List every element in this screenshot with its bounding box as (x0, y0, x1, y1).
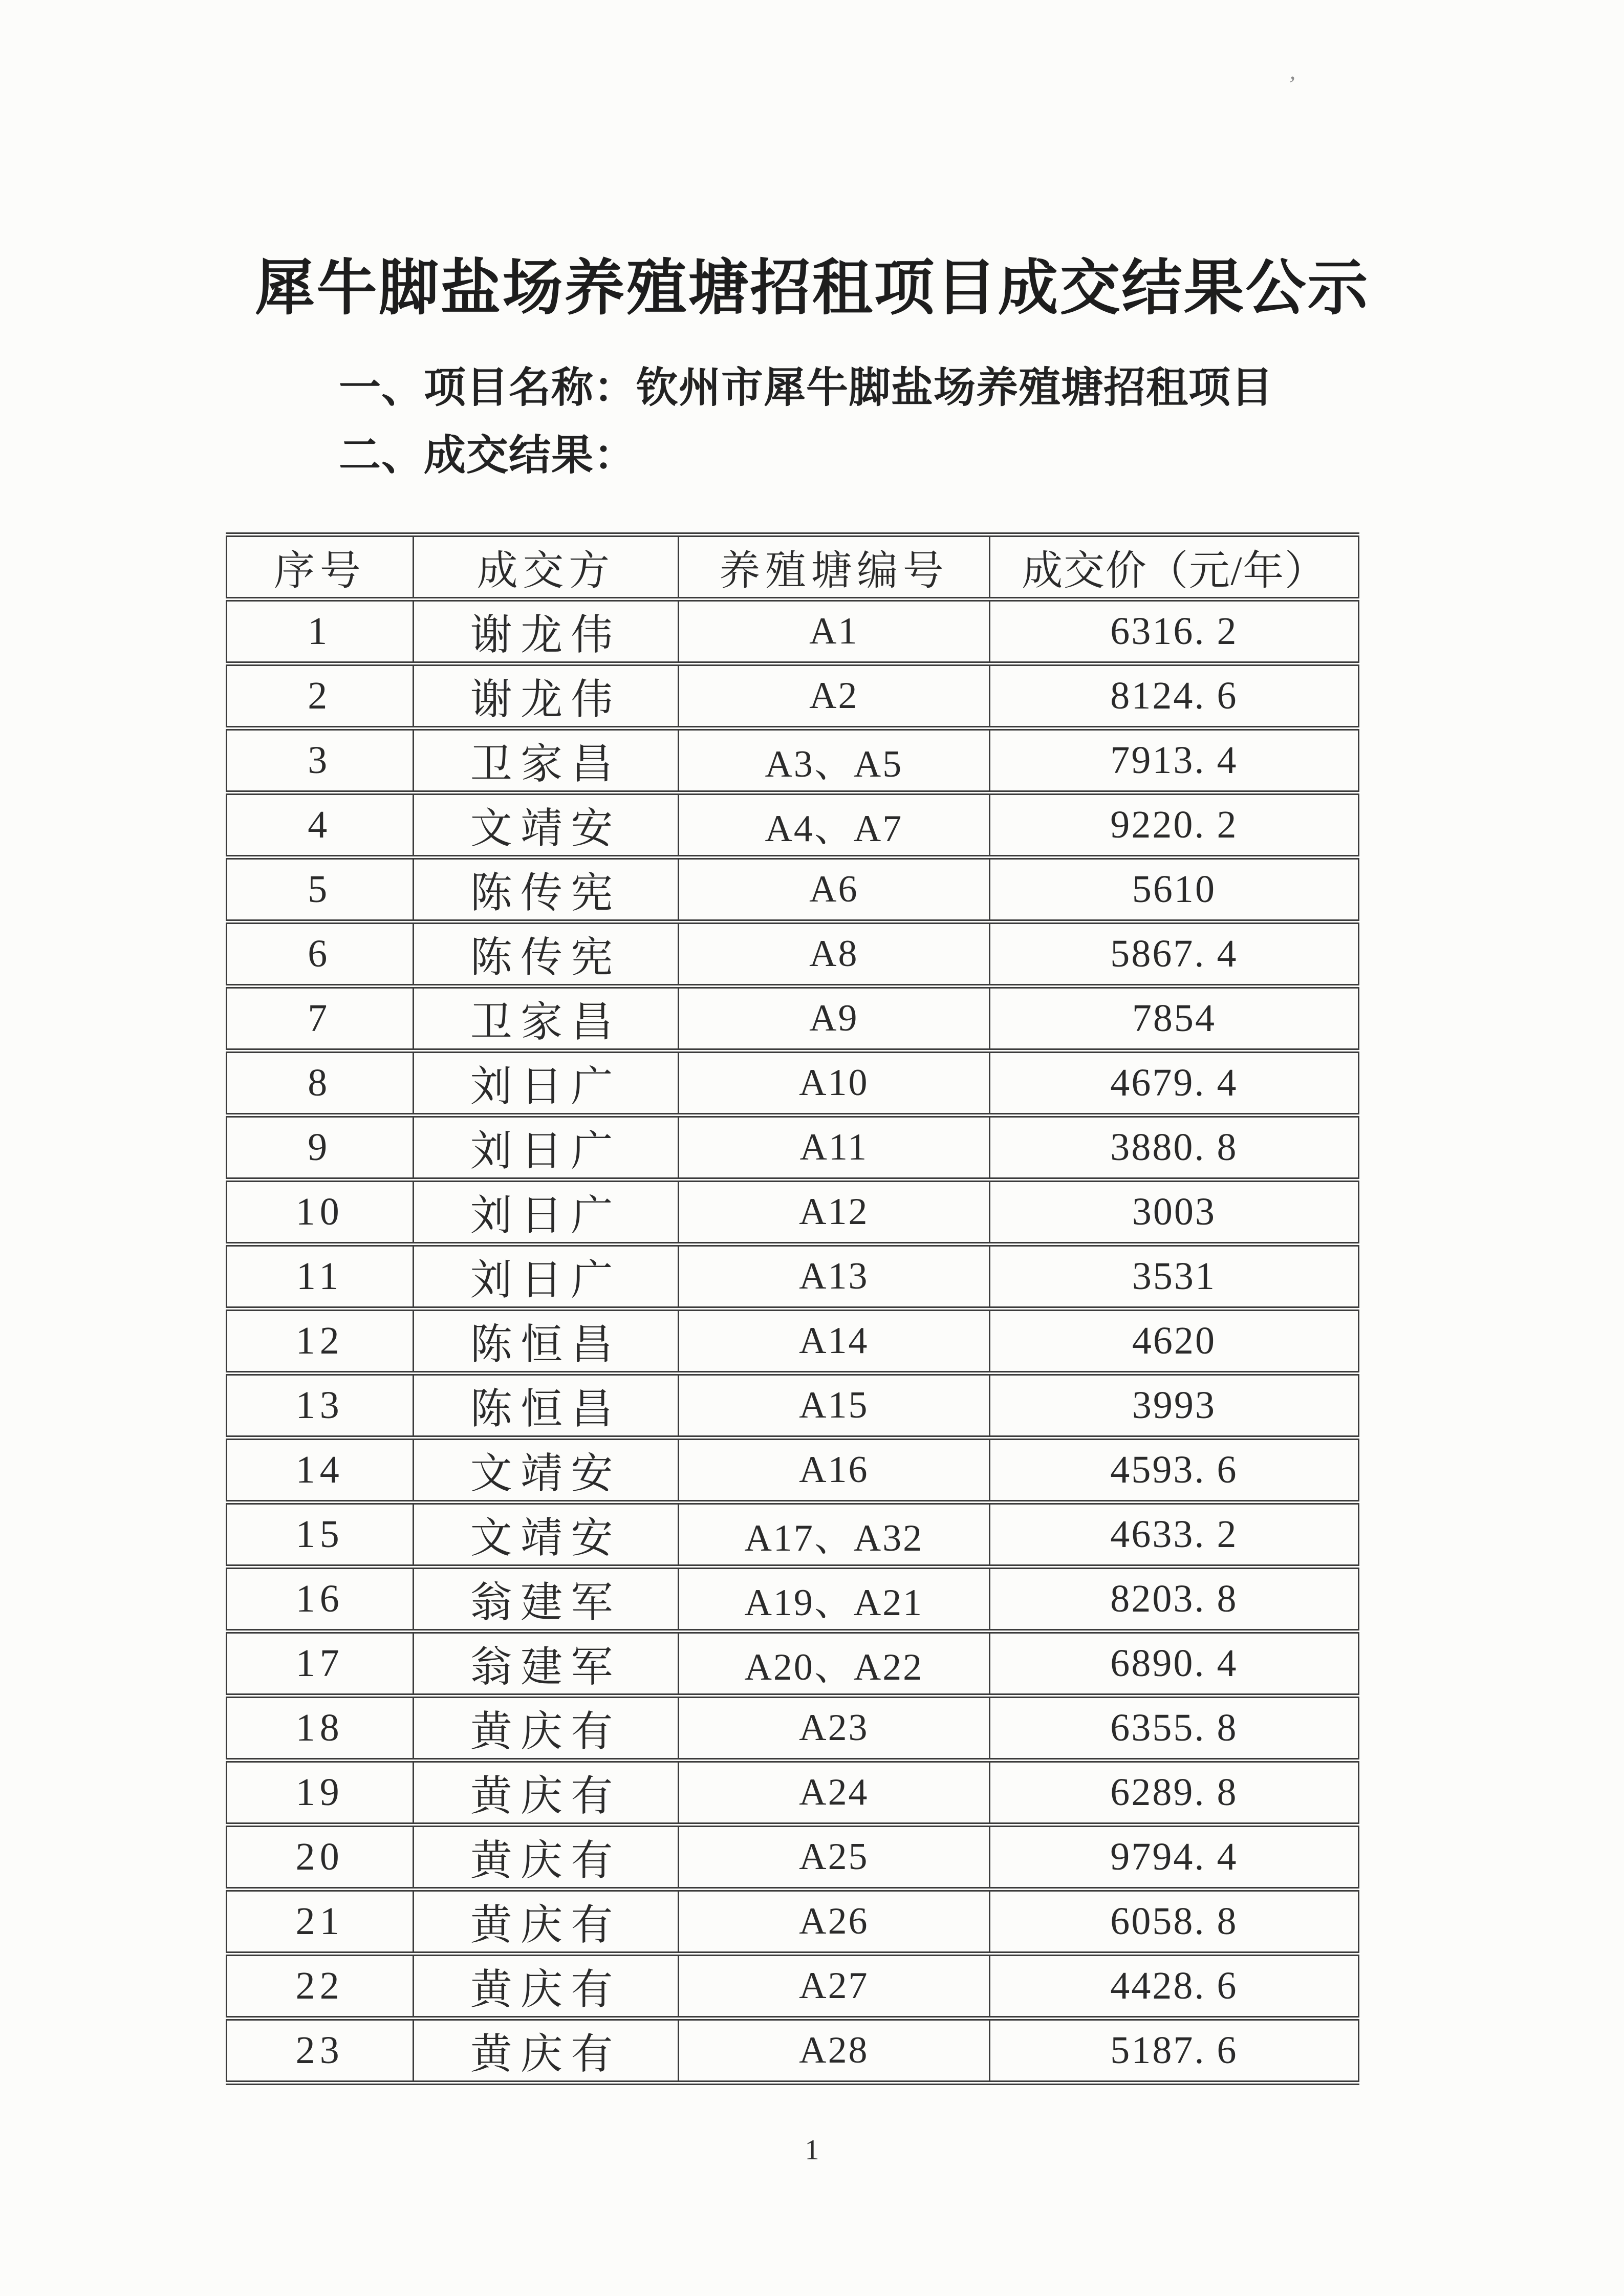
serial-cell: 23 (227, 2019, 414, 2083)
table-row (227, 599, 1359, 664)
column-header-0: 序号 (227, 535, 414, 599)
party-cell: 黄庆有 (413, 1954, 678, 2019)
table-row (227, 1825, 1359, 1890)
pond-number-cell: A16 (678, 1438, 989, 1503)
table-row (227, 1567, 1359, 1632)
price-cell: 3531 (989, 1244, 1358, 1309)
table-row (227, 1954, 1359, 2019)
party-cell: 翁建军 (413, 1567, 678, 1632)
price-cell: 8203. 8 (989, 1567, 1358, 1632)
serial-cell: 9 (227, 1115, 414, 1180)
intro-label-project-name: 一、项目名称： (339, 364, 637, 411)
party-cell: 卫家昌 (413, 986, 678, 1051)
pond-number-cell: A24 (678, 1761, 989, 1825)
price-cell: 8124. 6 (989, 664, 1358, 728)
table-row (227, 728, 1359, 793)
table-row (227, 857, 1359, 922)
pond-number-cell: A9 (678, 986, 989, 1051)
price-cell: 3993 (989, 1374, 1358, 1438)
pond-number-cell: A19、A21 (678, 1567, 989, 1632)
party-cell: 黄庆有 (413, 1696, 678, 1761)
pond-number-cell: A20、A22 (678, 1632, 989, 1696)
pond-number-cell: A8 (678, 922, 989, 986)
price-cell: 7913. 4 (989, 728, 1358, 793)
results-table-container (226, 532, 1359, 2085)
pond-number-cell: A6 (678, 857, 989, 922)
pond-number-cell: A2 (678, 664, 989, 728)
table-row (227, 986, 1359, 1051)
pond-number-cell: A25 (678, 1825, 989, 1890)
table-row (227, 922, 1359, 986)
serial-cell: 11 (227, 1244, 414, 1309)
table-row (227, 1890, 1359, 1954)
serial-cell: 1 (227, 599, 414, 664)
serial-cell: 14 (227, 1438, 414, 1503)
price-cell: 6058. 8 (989, 1890, 1358, 1954)
price-cell: 3003 (989, 1180, 1358, 1244)
scan-artifact-mark: ’ (1286, 71, 1297, 98)
table-header-row (227, 535, 1359, 599)
serial-cell: 19 (227, 1761, 414, 1825)
results-table-body (227, 599, 1359, 2083)
price-cell: 5187. 6 (989, 2019, 1358, 2083)
price-cell: 6890. 4 (989, 1632, 1358, 1696)
intro-line-project-name (339, 354, 1273, 414)
price-cell: 6316. 2 (989, 599, 1358, 664)
column-header-2: 养殖塘编号 (678, 535, 989, 599)
price-cell: 7854 (989, 986, 1358, 1051)
pond-number-cell: A15 (678, 1374, 989, 1438)
price-cell: 5867. 4 (989, 922, 1358, 986)
table-row (227, 1051, 1359, 1115)
results-table (226, 532, 1359, 2085)
serial-cell: 12 (227, 1309, 414, 1374)
pond-number-cell: A26 (678, 1890, 989, 1954)
price-cell: 9220. 2 (989, 793, 1358, 857)
intro-value-project-name: 钦州市犀牛脚盐场养殖塘招租项目 (636, 364, 1274, 411)
pond-number-cell: A13 (678, 1244, 989, 1309)
party-cell: 谢龙伟 (413, 599, 678, 664)
price-cell: 4428. 6 (989, 1954, 1358, 2019)
party-cell: 文靖安 (413, 1438, 678, 1503)
party-cell: 陈恒昌 (413, 1309, 678, 1374)
table-row (227, 1309, 1359, 1374)
serial-cell: 6 (227, 922, 414, 986)
column-header-1: 成交方 (413, 535, 678, 599)
party-cell: 谢龙伟 (413, 664, 678, 728)
pond-number-cell: A4、A7 (678, 793, 989, 857)
price-cell: 4633. 2 (989, 1503, 1358, 1567)
pond-number-cell: A11 (678, 1115, 989, 1180)
intro-label-results: 二、成交结果： (339, 432, 637, 479)
page-title: 犀牛脚盐场养殖塘招租项目成交结果公示 (254, 255, 1370, 323)
table-row (227, 1180, 1359, 1244)
table-row (227, 1632, 1359, 1696)
party-cell: 黄庆有 (413, 1761, 678, 1825)
pond-number-cell: A3、A5 (678, 728, 989, 793)
column-header-3: 成交价（元/年） (989, 535, 1358, 599)
table-row (227, 1438, 1359, 1503)
price-cell: 9794. 4 (989, 1825, 1358, 1890)
serial-cell: 10 (227, 1180, 414, 1244)
serial-cell: 8 (227, 1051, 414, 1115)
price-cell: 4620 (989, 1309, 1358, 1374)
intro-line-results (339, 422, 636, 482)
serial-cell: 17 (227, 1632, 414, 1696)
party-cell: 文靖安 (413, 793, 678, 857)
table-row (227, 664, 1359, 728)
serial-cell: 15 (227, 1503, 414, 1567)
price-cell: 4679. 4 (989, 1051, 1358, 1115)
table-row (227, 1115, 1359, 1180)
table-row (227, 1503, 1359, 1567)
serial-cell: 7 (227, 986, 414, 1051)
price-cell: 6355. 8 (989, 1696, 1358, 1761)
party-cell: 黄庆有 (413, 2019, 678, 2083)
serial-cell: 21 (227, 1890, 414, 1954)
serial-cell: 22 (227, 1954, 414, 2019)
pond-number-cell: A17、A32 (678, 1503, 989, 1567)
pond-number-cell: A12 (678, 1180, 989, 1244)
serial-cell: 3 (227, 728, 414, 793)
table-row (227, 793, 1359, 857)
price-cell: 6289. 8 (989, 1761, 1358, 1825)
serial-cell: 13 (227, 1374, 414, 1438)
party-cell: 刘日广 (413, 1244, 678, 1309)
table-row (227, 1244, 1359, 1309)
pond-number-cell: A1 (678, 599, 989, 664)
party-cell: 刘日广 (413, 1115, 678, 1180)
pond-number-cell: A23 (678, 1696, 989, 1761)
pond-number-cell: A14 (678, 1309, 989, 1374)
serial-cell: 18 (227, 1696, 414, 1761)
serial-cell: 16 (227, 1567, 414, 1632)
party-cell: 刘日广 (413, 1180, 678, 1244)
table-row (227, 1696, 1359, 1761)
party-cell: 黄庆有 (413, 1825, 678, 1890)
party-cell: 卫家昌 (413, 728, 678, 793)
party-cell: 陈传宪 (413, 922, 678, 986)
price-cell: 4593. 6 (989, 1438, 1358, 1503)
price-cell: 3880. 8 (989, 1115, 1358, 1180)
serial-cell: 4 (227, 793, 414, 857)
serial-cell: 5 (227, 857, 414, 922)
page-number: 1 (805, 2134, 819, 2166)
pond-number-cell: A27 (678, 1954, 989, 2019)
party-cell: 陈恒昌 (413, 1374, 678, 1438)
table-row (227, 1374, 1359, 1438)
party-cell: 黄庆有 (413, 1890, 678, 1954)
serial-cell: 20 (227, 1825, 414, 1890)
party-cell: 文靖安 (413, 1503, 678, 1567)
party-cell: 陈传宪 (413, 857, 678, 922)
pond-number-cell: A10 (678, 1051, 989, 1115)
serial-cell: 2 (227, 664, 414, 728)
table-row (227, 2019, 1359, 2083)
party-cell: 翁建军 (413, 1632, 678, 1696)
price-cell: 5610 (989, 857, 1358, 922)
party-cell: 刘日广 (413, 1051, 678, 1115)
table-row (227, 1761, 1359, 1825)
pond-number-cell: A28 (678, 2019, 989, 2083)
